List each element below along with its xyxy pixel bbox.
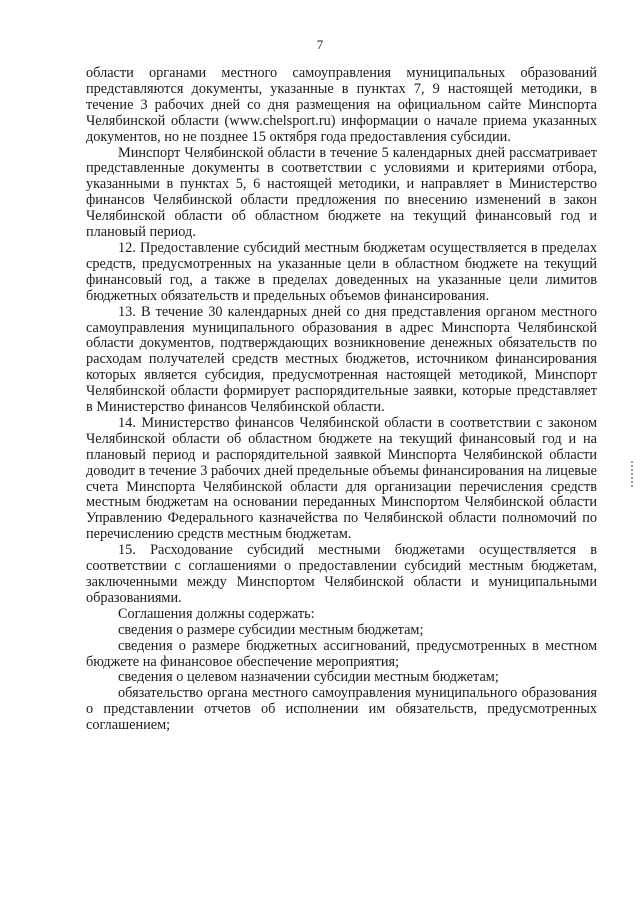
paragraph-continuation: области органами местного самоуправления муниципальных образований представляются документы, указанные в пунктах 7, 9 настоящей методики, в течение 3 рабочих дней со дня размещения на официальном сайте Минспорта Челябинской области (www.chelsport.ru) информации о начале приема указанных документов, но не позднее 15 октября года предоставления субсидии. (86, 65, 597, 145)
list-item-purpose: сведения о целевом назначении субсидии местным бюджетам; (118, 669, 499, 686)
scan-margin-mark (631, 461, 633, 489)
list-item-reporting-obligation: обязательство органа местного самоуправления муниципального образования о представлении отчетов об исполнении им обязательств, предусмотренных соглашением; (86, 685, 597, 734)
list-item-budget-allocations: сведения о размере бюджетных ассигнований, предусмотренных в местном бюджете на финансовое обеспечение мероприятия; (86, 637, 597, 670)
paragraph-14: 14. Министерство финансов Челябинской области в соответствии с законом Челябинской области об областном бюджете на текущий финансовый год и на плановый период и распорядительной заявкой Минспорта Челябинской области доводит в течение 3 рабочих дней предельные объемы финансирования на лицевые счета Минспорта Челябинской области для организации перечисления средств местным бюджетам на основании переданных Минспортом Челябинской области Управлению Федерального казначейства по Челябинской области полномочий по перечислению средств местным бюджетам. (86, 414, 597, 543)
paragraph-agreements-intro: Соглашения должны содержать: (118, 605, 315, 622)
paragraph-15: 15. Расходование субсидий местными бюджетами осуществляется в соответствии с соглашениями о предоставлении субсидий местным бюджетам, заключенными между Минспортом Челябинской области и муниципальными образованиями. (86, 542, 597, 606)
list-item-subsidy-size: сведения о размере субсидии местным бюджетам; (118, 621, 424, 638)
paragraph-13: 13. В течение 30 календарных дней со дня представления органом местного самоуправления муниципального образования в адрес Минспорта Челябинской области документов, подтверждающих возникновение денежных обязательств по расходам получателей средств местных бюджетов, источником финансирования которых является субсидия, предусмотренная настоящей методикой, Минспорт Челябинской области формирует распорядительные заявки, которые представляет в Министерство финансов Челябинской области. (86, 303, 597, 416)
body-text (86, 66, 597, 734)
paragraph-minsport-review: Минспорт Челябинской области в течение 5 календарных дней рассматривает представленные документы в соответствии с условиями и критериями отбора, указанными в пунктах 5, 6 настоящей методики, и направляет в Министерство финансов Челябинской области предложения по внесению изменений в закон Челябинской области об областном бюджете на текущий финансовый год и плановый период. (86, 144, 597, 241)
paragraph-12: 12. Предоставление субсидий местным бюджетам осуществляется в пределах средств, предусмотренных на указанные цели в областном бюджете на текущий финансовый год, а также в пределах доведенных на указанные цели лимитов бюджетных обязательств и предельных объемов финансирования. (86, 239, 597, 304)
page-number: 7 (316, 37, 324, 52)
